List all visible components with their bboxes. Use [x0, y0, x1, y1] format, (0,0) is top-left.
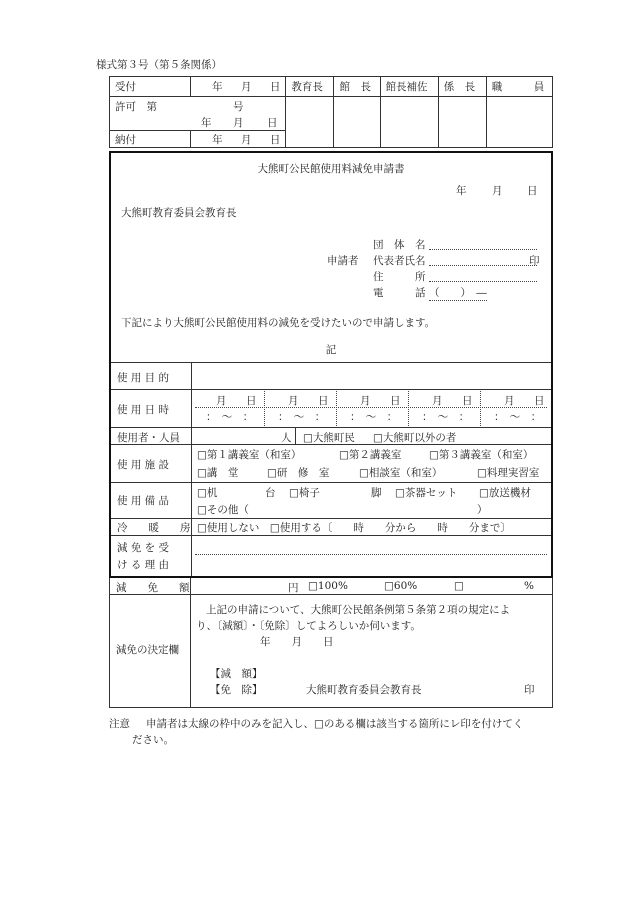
users-local-checkbox[interactable]: □大熊町民: [303, 432, 355, 444]
form-number: 様式第３号（第５条関係）: [96, 59, 222, 71]
date-year: 年: [456, 185, 467, 197]
header-kyoikucho: 教育長: [286, 77, 334, 97]
facility-training-checkbox[interactable]: □研 修 室: [267, 467, 330, 479]
facility-hall-checkbox[interactable]: □講 堂: [197, 467, 239, 479]
equipment-broadcast-checkbox[interactable]: □放送機材: [479, 487, 531, 499]
decision-text-1: 上記の申請について、大熊町公民館条例第５条第２項の規定によ: [206, 604, 511, 616]
decision-label: 減免の決定欄: [116, 644, 179, 656]
seal-mark: 印: [529, 255, 540, 267]
decision-date[interactable]: 年 月 日: [260, 636, 334, 648]
date-month: 月: [492, 185, 503, 197]
datetime-slot[interactable]: 月 日 ： ～ ：: [192, 391, 265, 426]
equipment-tea-checkbox[interactable]: □茶器セット: [395, 487, 458, 499]
amount-label: 減 免 額: [116, 582, 190, 594]
note-text-2: ださい。: [132, 734, 174, 746]
ac-label: 冷 暖 房: [117, 522, 191, 534]
equipment-other-close: ）: [477, 504, 488, 516]
equipment-desk-checkbox[interactable]: □机: [197, 487, 218, 499]
datetime-slot[interactable]: 月 日 ： ～ ：: [336, 391, 409, 426]
seal-box-5[interactable]: [486, 97, 552, 148]
users-label: 使用者・人員: [117, 432, 180, 444]
amount-percent: %: [524, 580, 534, 592]
decision-officer: 大熊町教育委員会教育長: [306, 684, 422, 696]
reason-label-2: け る 理 由: [117, 559, 170, 571]
reason-field[interactable]: [192, 536, 551, 576]
equipment-other-checkbox[interactable]: □その他（: [197, 504, 249, 516]
rep-label: 代表者氏名: [373, 255, 426, 267]
seal-box-1[interactable]: [286, 97, 334, 148]
ki-label: 記: [325, 344, 337, 356]
datetime-slot[interactable]: 月 日 ： ～ ：: [264, 391, 337, 426]
rep-field[interactable]: [429, 253, 537, 266]
facility-room1-checkbox[interactable]: □第１講義室（和室）: [197, 449, 302, 461]
equipment-desk-unit: 台: [265, 487, 276, 499]
facility-cooking-checkbox[interactable]: □料理実習室: [477, 467, 540, 479]
header-kakaricho: 係 長: [438, 77, 486, 97]
reception-table: [109, 76, 553, 148]
note-text-1: 申請者は太線の枠中のみを記入し、□のある欄は該当する箇所にレ印を付けてく: [146, 718, 524, 730]
decision-seal: 印: [524, 684, 535, 696]
menjo-label: 【免 除】: [210, 684, 263, 696]
seal-box-2[interactable]: [334, 97, 380, 148]
amount-other-checkbox[interactable]: □: [454, 580, 464, 592]
seal-box-4[interactable]: [438, 97, 486, 148]
applicant-label: 申請者: [327, 255, 359, 267]
addressee: 大熊町教育委員会教育長: [121, 207, 237, 219]
header-shokuin: 職 員: [486, 77, 552, 97]
purpose-field[interactable]: [192, 363, 551, 389]
users-count-unit: 人: [281, 432, 292, 444]
datetime-slot[interactable]: 月 日 ： ～ ：: [408, 391, 481, 426]
equipment-chair-unit: 脚: [371, 487, 382, 499]
amount-100-checkbox[interactable]: □100%: [308, 580, 348, 592]
equipment-chair-checkbox[interactable]: □椅子: [289, 487, 320, 499]
uketsuke-label: 受付: [110, 77, 191, 97]
seal-box-3[interactable]: [380, 97, 438, 148]
amount-60-checkbox[interactable]: □60%: [384, 580, 418, 592]
amount-yen[interactable]: 円: [288, 582, 299, 594]
ac-options[interactable]: □使用しない □使用する〔 時 分から 時 分まで〕: [197, 522, 511, 534]
facility-label: 使 用 施 設: [117, 459, 170, 471]
facility-consult-checkbox[interactable]: □相談室（和室）: [359, 467, 443, 479]
date-day: 日: [527, 185, 538, 197]
uketsuke-date[interactable]: 年 月 日: [191, 77, 286, 97]
equipment-label: 使 用 備 品: [117, 495, 170, 507]
note-label: 注意: [109, 718, 130, 730]
application-box: [109, 151, 553, 578]
datetime-slot[interactable]: 月 日 ： ～ ：: [494, 395, 545, 423]
header-kancho-hosa: 館長補佐: [380, 77, 438, 97]
decision-text-2: り、〔減額〕・〔免除〕してよろしいか伺います。: [196, 620, 421, 632]
facility-room3-checkbox[interactable]: □第３講義室（和室）: [429, 449, 534, 461]
address-label: 住 所: [373, 271, 426, 283]
phone-label: 電 話: [373, 287, 426, 299]
group-name-field[interactable]: [429, 237, 537, 250]
reason-label-1: 減 免 を 受: [117, 542, 170, 554]
group-name-label: 団 体 名: [373, 239, 426, 251]
users-other-checkbox[interactable]: □大熊町以外の者: [373, 432, 457, 444]
genkaku-label: 【減 額】: [210, 668, 263, 680]
kyoka-cell[interactable]: 許可 第 号 年 月 日: [110, 97, 286, 131]
header-kancho: 館 長: [334, 77, 380, 97]
request-text: 下記により大熊町公民館使用料の減免を受けたいので申請します。: [121, 317, 436, 329]
purpose-label: 使 用 目 的: [117, 372, 170, 384]
nofu-date[interactable]: 年 月 日: [191, 131, 286, 148]
phone-field[interactable]: （ ） ―: [429, 287, 487, 299]
form-title: 大熊町公民館使用料減免申請書: [257, 163, 405, 175]
datetime-label: 使 用 日 時: [117, 404, 170, 416]
facility-room2-checkbox[interactable]: □第２講義室: [339, 449, 402, 461]
nofu-label: 納付: [110, 131, 191, 148]
address-field[interactable]: [429, 269, 537, 282]
decision-area: [109, 578, 553, 708]
